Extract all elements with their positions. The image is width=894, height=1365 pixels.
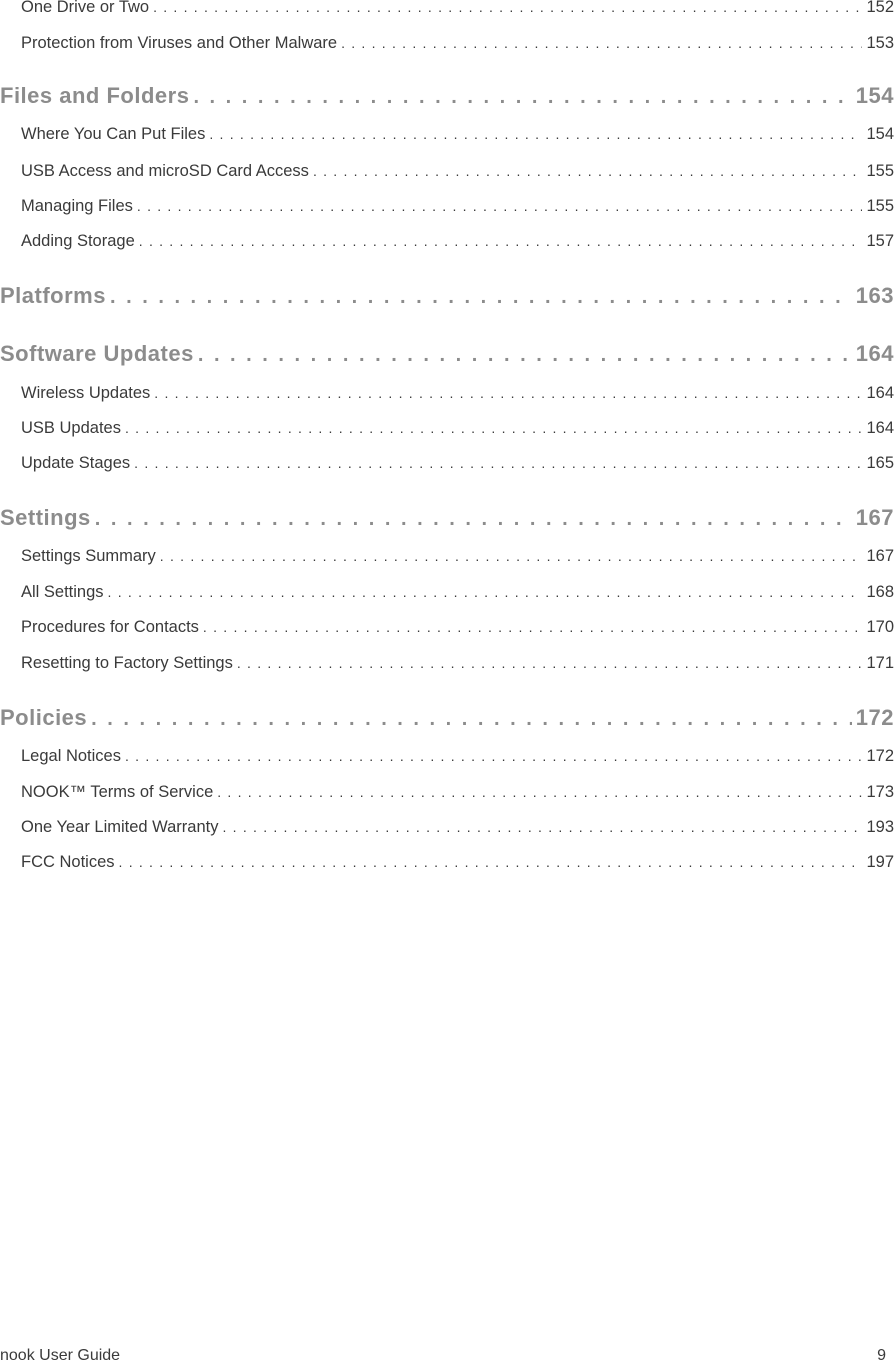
toc-entry[interactable]	[0, 583, 894, 602]
dot-leader	[193, 86, 851, 109]
dot-leader	[222, 819, 862, 835]
toc-entry-page: 172	[866, 747, 894, 765]
dot-leader	[237, 655, 863, 671]
toc-entry-title: Update Stages	[21, 454, 131, 472]
toc-section-page: 164	[855, 341, 894, 366]
toc-entry-page: 168	[866, 583, 894, 601]
toc-section-title: Policies	[0, 705, 88, 730]
dot-leader	[341, 35, 862, 51]
toc-entry[interactable]	[0, 34, 894, 53]
toc-entry-title: Legal Notices	[21, 747, 121, 765]
toc-entry-page: 155	[866, 197, 894, 215]
toc-entry[interactable]	[0, 547, 894, 566]
toc-entry-page: 197	[866, 853, 894, 871]
toc-entry-page: 153	[866, 34, 894, 52]
toc-entry[interactable]	[0, 454, 894, 473]
toc-entry-page: 154	[866, 125, 894, 143]
toc-entry[interactable]	[0, 853, 894, 872]
toc-section-page: 163	[855, 283, 894, 308]
dot-leader	[153, 0, 862, 15]
toc-section-title: Software Updates	[0, 341, 194, 366]
toc-entry[interactable]	[0, 818, 894, 837]
toc-entry-page: 173	[866, 783, 894, 801]
toc-entry-title: USB Access and microSD Card Access	[21, 162, 309, 180]
toc-entry-title: One Drive or Two	[21, 0, 150, 16]
toc-entry[interactable]	[0, 125, 894, 144]
toc-entry[interactable]	[0, 384, 894, 403]
toc-entry[interactable]	[0, 197, 894, 216]
toc-entry-page: 167	[866, 547, 894, 565]
dot-leader	[108, 584, 863, 600]
dot-leader	[313, 163, 863, 179]
dot-leader	[160, 548, 863, 564]
toc-entry-page: 164	[866, 384, 894, 402]
dot-leader	[134, 455, 862, 471]
toc-section[interactable]	[0, 505, 894, 531]
dot-leader	[119, 854, 863, 870]
toc-section-title: Platforms	[0, 283, 106, 308]
footer-guide-name: nook User Guide	[0, 1347, 121, 1364]
toc-entry-title: One Year Limited Warranty	[21, 818, 219, 836]
toc-entry-title: NOOK™ Terms of Service	[21, 783, 214, 801]
toc-entry-title: All Settings	[21, 583, 104, 601]
toc-entry-page: 164	[866, 419, 894, 437]
toc-entry[interactable]	[0, 232, 894, 251]
toc-entry-page: 193	[866, 818, 894, 836]
toc-entry-title: Resetting to Factory Settings	[21, 654, 233, 672]
footer-page-number: 9	[877, 1347, 886, 1364]
toc-section[interactable]	[0, 705, 894, 731]
toc-section-title: Settings	[0, 505, 91, 530]
toc-entry-page: 152	[866, 0, 894, 16]
toc-entry-page: 171	[866, 654, 894, 672]
toc-entry-title: Procedures for Contacts	[21, 618, 199, 636]
toc-entry[interactable]	[0, 0, 894, 17]
toc-entry[interactable]	[0, 783, 894, 802]
dot-leader	[139, 233, 863, 249]
toc-section[interactable]	[0, 83, 894, 109]
toc-entry[interactable]	[0, 419, 894, 438]
toc-entry-title: FCC Notices	[21, 853, 115, 871]
dot-leader	[137, 198, 863, 214]
toc-entry-title: Wireless Updates	[21, 384, 151, 402]
dot-leader	[198, 344, 852, 367]
toc-section[interactable]	[0, 283, 894, 309]
toc-entry[interactable]	[0, 618, 894, 637]
toc-entry-title: USB Updates	[21, 419, 121, 437]
dot-leader	[125, 748, 862, 764]
toc-entry-page: 155	[866, 162, 894, 180]
toc-entry-page: 165	[866, 454, 894, 472]
dot-leader	[110, 286, 852, 309]
toc-entry[interactable]	[0, 654, 894, 673]
dot-leader	[217, 784, 862, 800]
toc-section-page: 154	[855, 83, 894, 108]
toc-section-page: 172	[855, 705, 894, 730]
toc-entry[interactable]	[0, 747, 894, 766]
dot-leader	[125, 420, 863, 436]
dot-leader	[203, 619, 863, 635]
toc-entry-title: Managing Files	[21, 197, 133, 215]
dot-leader	[91, 708, 852, 731]
toc-section[interactable]	[0, 341, 894, 367]
dot-leader	[95, 508, 852, 531]
toc-entry[interactable]	[0, 162, 894, 181]
toc-entry-title: Settings Summary	[21, 547, 156, 565]
toc-entry-title: Adding Storage	[21, 232, 135, 250]
toc-entry-page: 157	[866, 232, 894, 250]
toc-section-page: 167	[855, 505, 894, 530]
toc-entry-title: Protection from Viruses and Other Malware	[21, 34, 338, 52]
toc-entry-title: Where You Can Put Files	[21, 125, 206, 143]
toc-section-title: Files and Folders	[0, 83, 190, 108]
toc-entry-page: 170	[866, 618, 894, 636]
dot-leader	[154, 385, 862, 401]
dot-leader	[209, 126, 862, 142]
